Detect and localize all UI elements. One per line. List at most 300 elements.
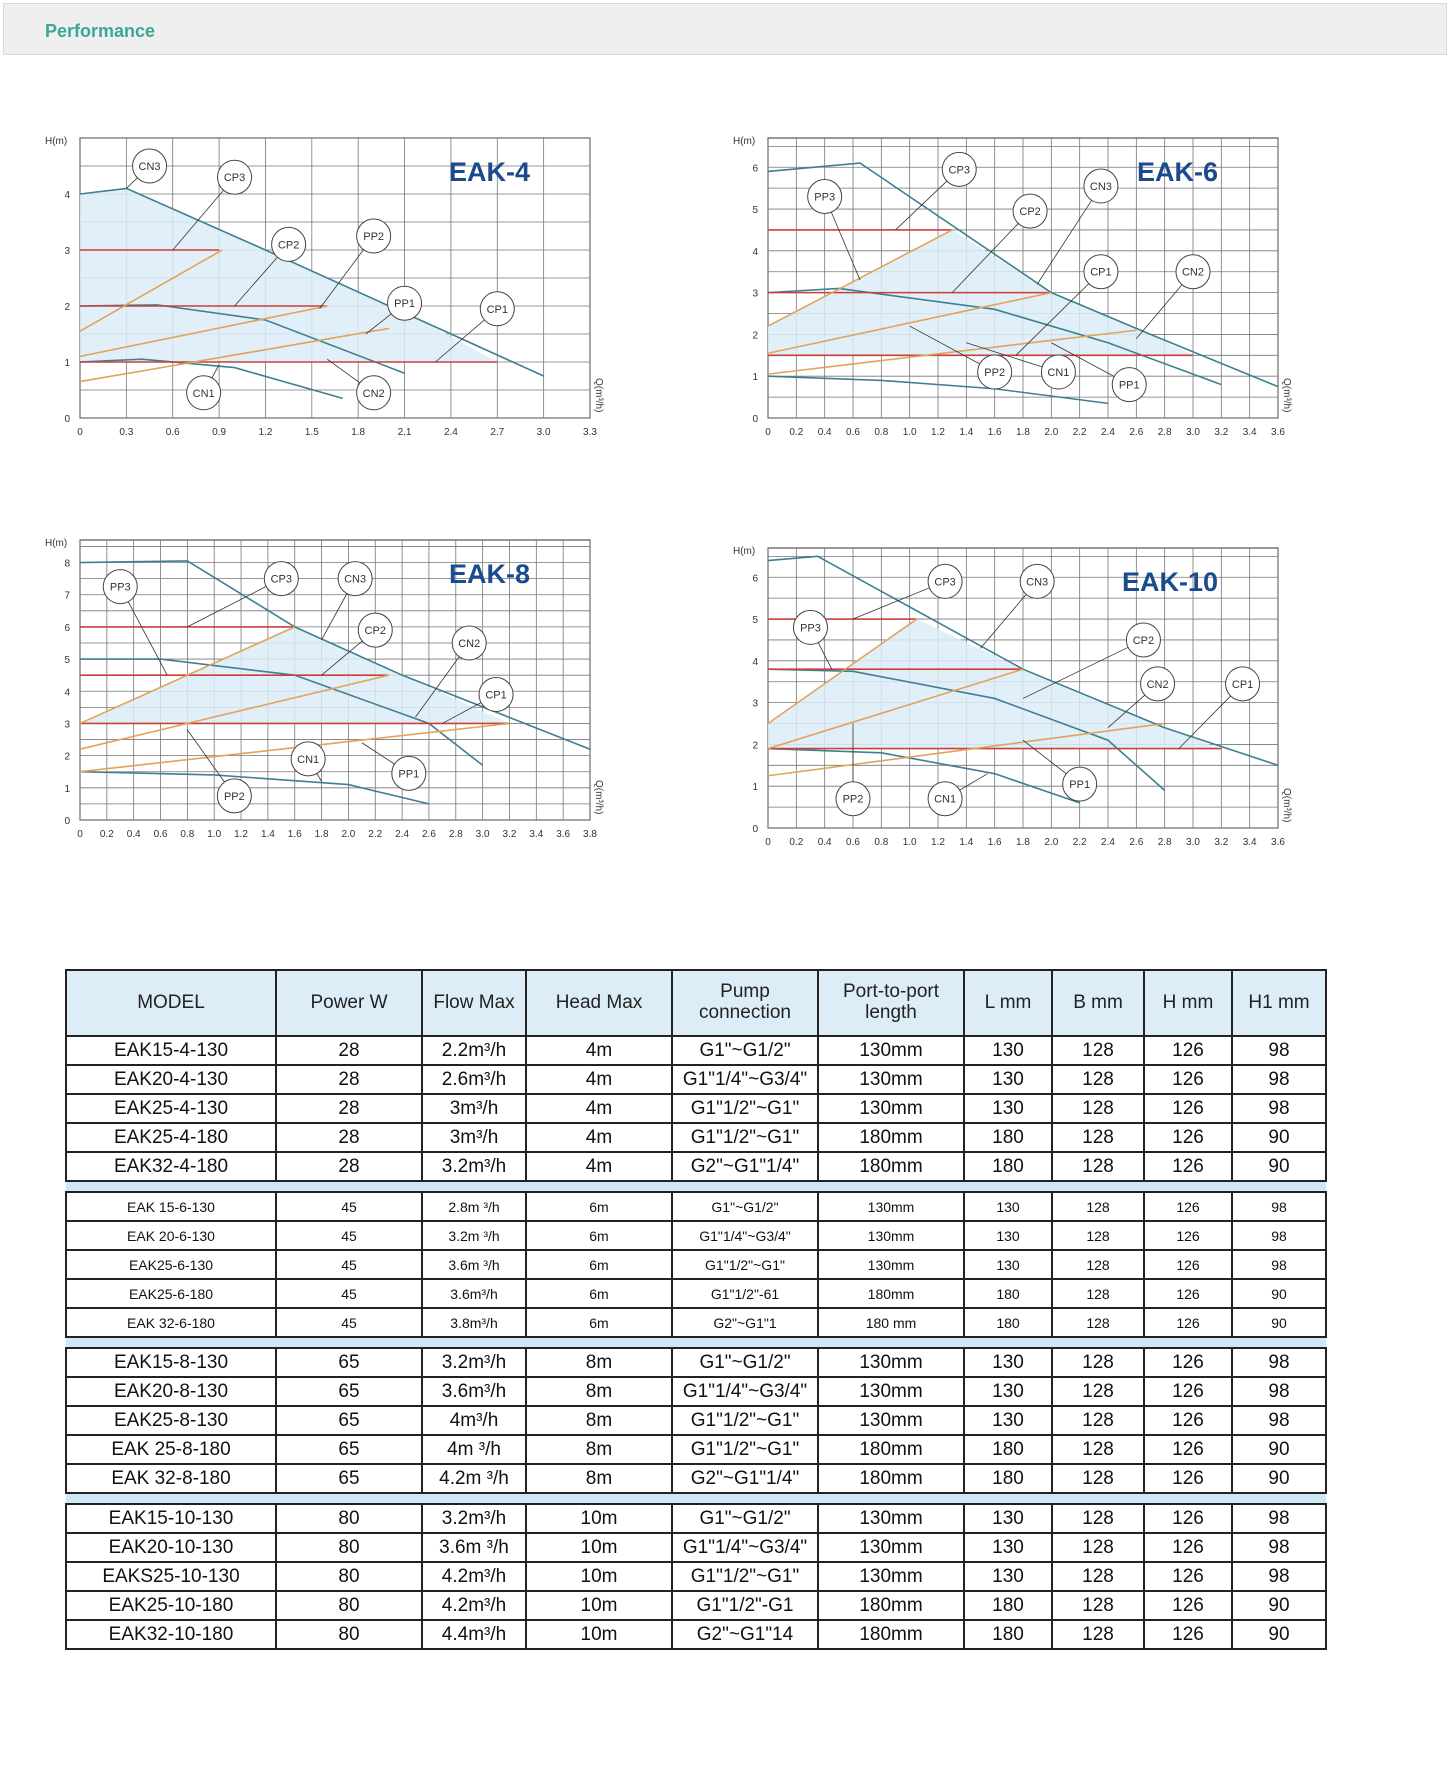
x-tick-label: 1.8 (351, 427, 366, 438)
cell-h1: 98 (1232, 1562, 1326, 1591)
x-tick-label: 3.6 (1271, 427, 1285, 438)
callout-label: CP1 (1231, 678, 1254, 691)
cell-l: 130 (964, 1533, 1052, 1562)
cell-h1: 98 (1232, 1377, 1326, 1406)
x-tick-label: 2.0 (1044, 837, 1059, 848)
y-tick-label: 8 (64, 558, 70, 570)
chart-eak-4 (45, 133, 665, 483)
cell-b: 128 (1052, 1504, 1144, 1533)
x-tick-label: 3.0 (1186, 427, 1200, 438)
cell-flow: 3m³/h (422, 1123, 526, 1152)
table-row (66, 1620, 1326, 1649)
cell-model: EAK15-4-130 (66, 1036, 276, 1065)
cell-head: 4m (526, 1123, 672, 1152)
cell-l: 130 (964, 1065, 1052, 1094)
x-axis-label: Q(m³/h) (1281, 378, 1292, 413)
cell-h: 126 (1144, 1562, 1232, 1591)
cell-b: 128 (1052, 1065, 1144, 1094)
y-tick-label: 3 (752, 698, 758, 710)
y-tick-label: 4 (64, 687, 70, 699)
callout-label: CN3 (1089, 181, 1112, 194)
cell-l: 180 (964, 1279, 1052, 1308)
callout-label: CP1 (486, 303, 508, 316)
table-row (66, 1192, 1326, 1221)
y-tick-label: 0 (752, 824, 758, 835)
cell-b: 128 (1052, 1435, 1144, 1464)
cell-model: EAKS25-10-130 (66, 1562, 276, 1591)
cell-flow: 4.2m³/h (422, 1591, 526, 1620)
separator-cell (66, 1181, 1326, 1192)
cell-h: 126 (1144, 1123, 1232, 1152)
cell-pump: G1"~G1/2" (672, 1348, 818, 1377)
x-tick-label: 1.8 (1016, 837, 1030, 848)
x-axis-label: Q(m³/h) (593, 378, 604, 413)
cell-model: EAK 20-6-130 (66, 1221, 276, 1250)
cell-b: 128 (1052, 1562, 1144, 1591)
x-tick-label: 1.4 (959, 837, 974, 848)
x-tick-label: 2.4 (1101, 837, 1115, 848)
x-tick-label: 3.0 (475, 829, 490, 840)
cell-power: 80 (276, 1620, 422, 1649)
callout-label: PP3 (814, 191, 836, 204)
column-header-flow: Flow Max (422, 970, 526, 1036)
y-tick-label: 0 (752, 414, 758, 425)
cell-port: 180mm (818, 1279, 964, 1308)
x-tick-label: 3.4 (529, 829, 544, 840)
cell-flow: 2.2m³/h (422, 1036, 526, 1065)
cell-h: 126 (1144, 1348, 1232, 1377)
x-tick-label: 2.6 (1129, 837, 1144, 848)
cell-head: 4m (526, 1094, 672, 1123)
x-tick-label: 0.6 (165, 427, 180, 438)
cell-port: 130mm (818, 1562, 964, 1591)
cell-h: 126 (1144, 1533, 1232, 1562)
callout-label: PP1 (398, 768, 420, 781)
cell-pump: G1"1/4"~G3/4" (672, 1377, 818, 1406)
x-tick-label: 2.2 (1072, 837, 1087, 848)
x-tick-label: 1.6 (987, 427, 1002, 438)
chart-eak-6 (733, 133, 1353, 483)
cell-b: 128 (1052, 1250, 1144, 1279)
cell-port: 180mm (818, 1435, 964, 1464)
cell-model: EAK25-10-180 (66, 1591, 276, 1620)
specification-table (65, 969, 1327, 1650)
callout-label: PP1 (1118, 379, 1140, 392)
table-row (66, 1435, 1326, 1464)
cell-l: 180 (964, 1152, 1052, 1181)
x-tick-label: 3.4 (1242, 837, 1257, 848)
cell-power: 65 (276, 1377, 422, 1406)
callout-label: CN2 (1146, 678, 1169, 691)
cell-power: 45 (276, 1308, 422, 1337)
callout-label: CP2 (1019, 206, 1041, 219)
separator-cell (66, 1337, 1326, 1348)
cell-pump: G2"~G1"14 (672, 1620, 818, 1649)
cell-h: 126 (1144, 1152, 1232, 1181)
cell-power: 45 (276, 1192, 422, 1221)
cell-power: 28 (276, 1094, 422, 1123)
cell-model: EAK 15-6-130 (66, 1192, 276, 1221)
callout-label: CN2 (458, 637, 481, 650)
cell-power: 28 (276, 1065, 422, 1094)
x-tick-label: 0.9 (212, 427, 227, 438)
cell-l: 130 (964, 1192, 1052, 1221)
cell-h1: 98 (1232, 1221, 1326, 1250)
y-tick-label: 4 (752, 246, 758, 258)
cell-h1: 90 (1232, 1591, 1326, 1620)
cell-b: 128 (1052, 1036, 1144, 1065)
callout-label: CP2 (364, 625, 386, 638)
cell-port: 130mm (818, 1192, 964, 1221)
cell-head: 10m (526, 1533, 672, 1562)
cell-b: 128 (1052, 1308, 1144, 1337)
cell-pump: G2"~G1"1/4" (672, 1152, 818, 1181)
callout-label: PP2 (842, 793, 864, 806)
table-row (66, 1504, 1326, 1533)
x-tick-label: 2.0 (341, 829, 356, 840)
cell-b: 128 (1052, 1464, 1144, 1493)
cell-h1: 90 (1232, 1279, 1326, 1308)
callout-label: PP2 (223, 790, 245, 803)
cell-pump: G1"1/2"~G1" (672, 1123, 818, 1152)
cell-model: EAK32-4-180 (66, 1152, 276, 1181)
cell-model: EAK25-6-130 (66, 1250, 276, 1279)
cell-head: 8m (526, 1464, 672, 1493)
cell-b: 128 (1052, 1192, 1144, 1221)
cell-h: 126 (1144, 1435, 1232, 1464)
cell-b: 128 (1052, 1406, 1144, 1435)
cell-h: 126 (1144, 1620, 1232, 1649)
cell-power: 28 (276, 1152, 422, 1181)
cell-power: 65 (276, 1464, 422, 1493)
callout-label: CP3 (223, 172, 246, 185)
cell-port: 180 mm (818, 1308, 964, 1337)
x-tick-label: 3.0 (536, 427, 551, 438)
cell-b: 128 (1052, 1279, 1144, 1308)
x-tick-label: 2.4 (1101, 427, 1115, 438)
x-tick-label: 0 (77, 427, 83, 438)
x-tick-label: 1.6 (987, 837, 1002, 848)
cell-pump: G1"1/2"~G1" (672, 1406, 818, 1435)
x-tick-label: 1.2 (258, 427, 273, 438)
y-tick-label: 1 (752, 372, 758, 384)
cell-model: EAK25-4-180 (66, 1123, 276, 1152)
cell-port: 130mm (818, 1406, 964, 1435)
x-tick-label: 3.2 (1214, 837, 1229, 848)
cell-h1: 90 (1232, 1620, 1326, 1649)
x-tick-label: 0.8 (874, 427, 889, 438)
y-tick-label: 5 (752, 615, 758, 627)
chart-title: EAK-6 (1136, 157, 1218, 187)
cell-pump: G1"1/4"~G3/4" (672, 1533, 818, 1562)
table-row (66, 1377, 1326, 1406)
group-separator (66, 1493, 1326, 1504)
cell-power: 45 (276, 1250, 422, 1279)
x-tick-label: 0 (77, 829, 83, 840)
table-row (66, 1065, 1326, 1094)
x-tick-label: 1.5 (304, 427, 319, 438)
y-tick-label: 2 (752, 740, 758, 752)
cell-h: 126 (1144, 1094, 1232, 1123)
x-tick-label: 0.4 (817, 427, 832, 438)
x-tick-label: 1.6 (287, 829, 302, 840)
cell-l: 130 (964, 1348, 1052, 1377)
cell-pump: G1"1/2"-G1 (672, 1591, 818, 1620)
y-tick-label: 4 (752, 656, 758, 668)
callout-label: CP3 (934, 576, 956, 589)
callout-label: CP3 (270, 573, 293, 586)
callout-label: CN3 (344, 573, 367, 586)
x-tick-label: 1.0 (207, 829, 222, 840)
y-tick-label: 3 (64, 719, 70, 731)
cell-h1: 98 (1232, 1065, 1326, 1094)
cell-l: 130 (964, 1504, 1052, 1533)
cell-port: 130mm (818, 1504, 964, 1533)
x-tick-label: 2.8 (1157, 837, 1172, 848)
x-tick-label: 0.6 (153, 829, 168, 840)
cell-flow: 3.2m³/h (422, 1504, 526, 1533)
cell-power: 65 (276, 1348, 422, 1377)
cell-h: 126 (1144, 1308, 1232, 1337)
callout-label: CP1 (1090, 266, 1112, 279)
cell-port: 130mm (818, 1533, 964, 1562)
table-row (66, 1036, 1326, 1065)
cell-port: 130mm (818, 1065, 964, 1094)
x-tick-label: 2.8 (1157, 427, 1172, 438)
cell-flow: 2.8m ³/h (422, 1192, 526, 1221)
cell-l: 130 (964, 1562, 1052, 1591)
y-tick-label: 5 (752, 205, 758, 217)
x-tick-label: 2.6 (1129, 427, 1144, 438)
cell-head: 8m (526, 1348, 672, 1377)
section-header-bar (3, 3, 1447, 55)
callout-label: PP3 (800, 622, 821, 635)
x-axis-label: Q(m³/h) (593, 780, 604, 815)
cell-power: 45 (276, 1221, 422, 1250)
x-tick-label: 0.6 (846, 837, 860, 848)
cell-h1: 90 (1232, 1435, 1326, 1464)
cell-b: 128 (1052, 1348, 1144, 1377)
cell-h: 126 (1144, 1250, 1232, 1279)
callout-label: CN1 (1047, 367, 1070, 380)
cell-h: 126 (1144, 1192, 1232, 1221)
column-header-l: L mm (964, 970, 1052, 1036)
x-tick-label: 0.2 (99, 829, 114, 840)
x-tick-label: 2.2 (1072, 427, 1087, 438)
cell-port: 180mm (818, 1123, 964, 1152)
cell-pump: G2"~G1"1/4" (672, 1464, 818, 1493)
y-tick-label: 2 (64, 302, 70, 313)
cell-pump: G1"1/4"~G3/4" (672, 1221, 818, 1250)
cell-head: 6m (526, 1279, 672, 1308)
cell-pump: G1"1/4"~G3/4" (672, 1065, 818, 1094)
y-tick-label: 4 (64, 190, 70, 201)
cell-l: 180 (964, 1464, 1052, 1493)
cell-b: 128 (1052, 1620, 1144, 1649)
table-row (66, 1152, 1326, 1181)
cell-l: 130 (964, 1406, 1052, 1435)
cell-model: EAK20-10-130 (66, 1533, 276, 1562)
chart-title: EAK-10 (1121, 567, 1218, 597)
cell-model: EAK 32-6-180 (66, 1308, 276, 1337)
y-tick-label: 0 (64, 414, 70, 425)
cell-b: 128 (1052, 1533, 1144, 1562)
x-tick-label: 2.8 (448, 829, 463, 840)
cell-head: 8m (526, 1435, 672, 1464)
x-tick-label: 0.3 (119, 427, 134, 438)
cell-l: 180 (964, 1435, 1052, 1464)
cell-head: 10m (526, 1562, 672, 1591)
cell-h1: 90 (1232, 1152, 1326, 1181)
table-row (66, 1250, 1326, 1279)
table-row (66, 1308, 1326, 1337)
cell-h: 126 (1144, 1591, 1232, 1620)
cell-flow: 3.8m³/h (422, 1308, 526, 1337)
x-tick-label: 1.0 (902, 837, 917, 848)
cell-model: EAK25-8-130 (66, 1406, 276, 1435)
group-separator (66, 1181, 1326, 1192)
callout-label: CN1 (297, 753, 320, 766)
cell-h1: 98 (1232, 1192, 1326, 1221)
cell-port: 180mm (818, 1591, 964, 1620)
column-header-model: MODEL (66, 970, 276, 1036)
cell-power: 80 (276, 1591, 422, 1620)
y-tick-label: 7 (64, 590, 70, 602)
cell-h: 126 (1144, 1406, 1232, 1435)
y-tick-label: 3 (752, 288, 758, 300)
y-tick-label: 1 (752, 782, 758, 794)
callout-label: CN3 (1026, 576, 1049, 589)
cell-h: 126 (1144, 1377, 1232, 1406)
cell-pump: G1"1/2"~G1" (672, 1562, 818, 1591)
y-tick-label: 6 (752, 573, 758, 585)
cell-port: 130mm (818, 1221, 964, 1250)
column-header-power: Power W (276, 970, 422, 1036)
x-tick-label: 1.2 (234, 829, 249, 840)
cell-port: 180mm (818, 1152, 964, 1181)
column-header-h: H mm (1144, 970, 1232, 1036)
x-tick-label: 3.3 (583, 427, 597, 438)
chart-title: EAK-4 (448, 157, 530, 187)
cell-h1: 98 (1232, 1533, 1326, 1562)
cell-h: 126 (1144, 1504, 1232, 1533)
y-tick-label: 3 (64, 246, 70, 257)
y-tick-label: 1 (64, 358, 70, 369)
x-tick-label: 2.4 (395, 829, 410, 840)
cell-h: 126 (1144, 1221, 1232, 1250)
cell-head: 8m (526, 1406, 672, 1435)
cell-model: EAK32-10-180 (66, 1620, 276, 1649)
x-tick-label: 0.2 (789, 837, 804, 848)
y-tick-label: 1 (64, 783, 70, 795)
x-tick-label: 2.1 (397, 427, 412, 438)
table-row (66, 1591, 1326, 1620)
cell-l: 130 (964, 1377, 1052, 1406)
callout-label: CN1 (192, 387, 215, 400)
table-row (66, 1533, 1326, 1562)
x-tick-label: 3.2 (1214, 427, 1229, 438)
y-axis-label: H(m) (45, 136, 68, 147)
x-tick-label: 2.4 (443, 427, 458, 438)
cell-port: 130mm (818, 1377, 964, 1406)
cell-l: 130 (964, 1250, 1052, 1279)
cell-head: 6m (526, 1192, 672, 1221)
cell-flow: 4.2m ³/h (422, 1464, 526, 1493)
callout-label: PP2 (363, 231, 385, 243)
cell-b: 128 (1052, 1591, 1144, 1620)
cell-flow: 3.6m ³/h (422, 1250, 526, 1279)
cell-model: EAK20-4-130 (66, 1065, 276, 1094)
y-tick-label: 6 (752, 163, 758, 175)
table-row (66, 1279, 1326, 1308)
cell-h1: 90 (1232, 1308, 1326, 1337)
cell-port: 130mm (818, 1094, 964, 1123)
cell-h: 126 (1144, 1036, 1232, 1065)
cell-flow: 4.4m³/h (422, 1620, 526, 1649)
x-tick-label: 3.4 (1242, 427, 1257, 438)
cell-head: 4m (526, 1065, 672, 1094)
x-tick-label: 0.8 (180, 829, 195, 840)
callout-label: CP2 (1132, 634, 1155, 647)
chart-eak-10 (733, 543, 1353, 893)
cell-h: 126 (1144, 1065, 1232, 1094)
cell-model: EAK20-8-130 (66, 1377, 276, 1406)
cell-pump: G1"~G1/2" (672, 1504, 818, 1533)
cell-flow: 3.6m³/h (422, 1377, 526, 1406)
y-tick-label: 6 (64, 622, 70, 634)
column-header-pump: Pump connection (672, 970, 818, 1036)
cell-model: EAK15-10-130 (66, 1504, 276, 1533)
cell-l: 130 (964, 1094, 1052, 1123)
cell-port: 130mm (818, 1348, 964, 1377)
y-axis-label: H(m) (733, 136, 756, 147)
cell-h1: 98 (1232, 1348, 1326, 1377)
cell-l: 180 (964, 1620, 1052, 1649)
cell-flow: 3.6m³/h (422, 1279, 526, 1308)
cell-head: 6m (526, 1221, 672, 1250)
cell-head: 10m (526, 1620, 672, 1649)
y-axis-label: H(m) (45, 538, 68, 549)
x-tick-label: 1.8 (314, 829, 329, 840)
x-tick-label: 2.6 (421, 829, 436, 840)
x-tick-label: 0 (765, 837, 771, 848)
cell-port: 130mm (818, 1036, 964, 1065)
cell-flow: 2.6m³/h (422, 1065, 526, 1094)
cell-h1: 90 (1232, 1123, 1326, 1152)
table-row (66, 1406, 1326, 1435)
callout-label: CN3 (138, 161, 161, 173)
table-row (66, 1094, 1326, 1123)
x-tick-label: 0.4 (817, 837, 832, 848)
cell-head: 4m (526, 1152, 672, 1181)
cell-flow: 4m³/h (422, 1406, 526, 1435)
cell-h: 126 (1144, 1279, 1232, 1308)
cell-power: 65 (276, 1406, 422, 1435)
cell-h1: 98 (1232, 1036, 1326, 1065)
x-tick-label: 1.4 (260, 829, 275, 840)
x-tick-label: 1.0 (902, 427, 917, 438)
cell-b: 128 (1052, 1094, 1144, 1123)
x-axis-label: Q(m³/h) (1281, 788, 1292, 823)
callout-label: PP1 (394, 298, 415, 311)
cell-port: 180mm (818, 1620, 964, 1649)
cell-h1: 98 (1232, 1504, 1326, 1533)
cell-flow: 3m³/h (422, 1094, 526, 1123)
cell-pump: G2"~G1"1 (672, 1308, 818, 1337)
cell-pump: G1"1/2"~G1" (672, 1435, 818, 1464)
cell-pump: G1"~G1/2" (672, 1192, 818, 1221)
cell-pump: G1"1/2"~G1" (672, 1250, 818, 1279)
